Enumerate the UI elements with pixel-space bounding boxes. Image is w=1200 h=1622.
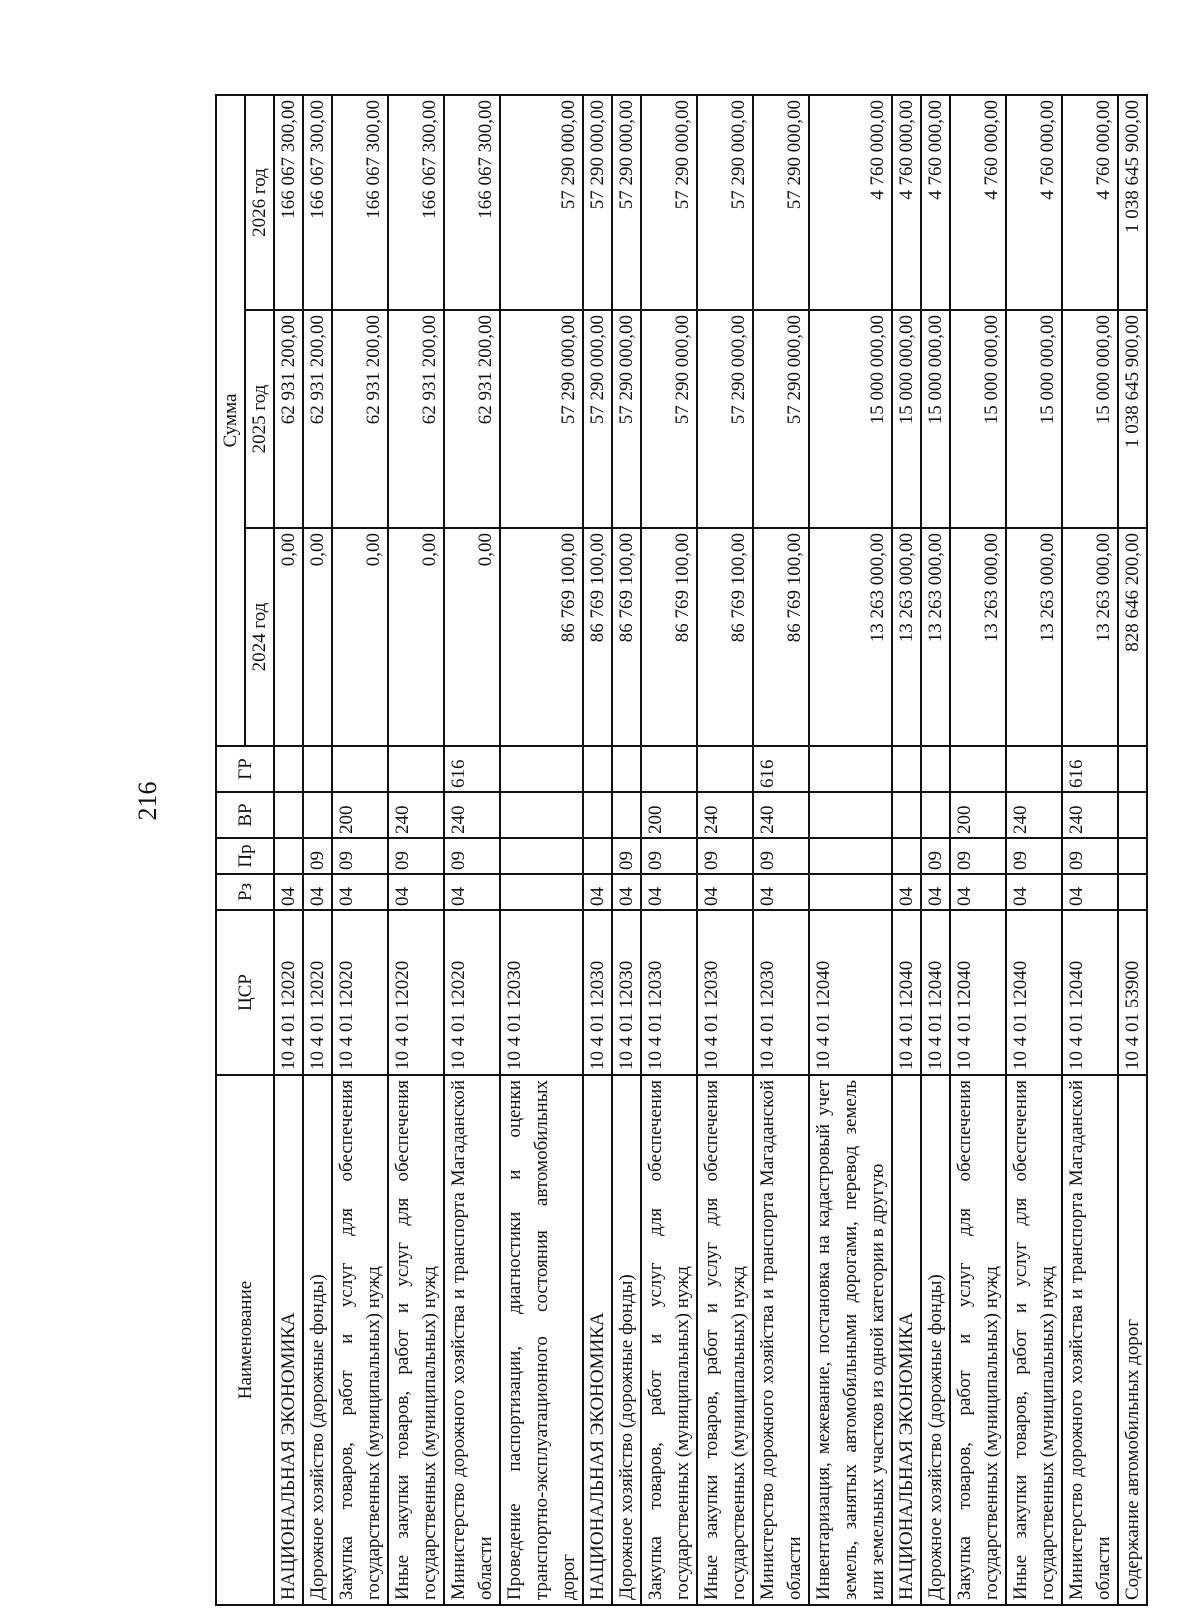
cell-rz: [500, 874, 583, 910]
cell-rz: 04: [612, 874, 641, 910]
cell-2024: 0,00: [332, 528, 388, 746]
cell-gr: 616: [1062, 746, 1118, 792]
cell-gr: [332, 746, 388, 792]
cell-2024: 0,00: [388, 528, 444, 746]
header-2026: 2026 год: [245, 95, 274, 310]
table-row: [697, 95, 753, 1605]
cell-name: Содержание автомобильных дорог: [1118, 1075, 1147, 1605]
cell-gr: [612, 746, 641, 792]
cell-name: Иные закупки товаров, работ и услуг для обеспечения государственных (муниципальных) нужд: [697, 1075, 753, 1605]
cell-pr: [809, 838, 892, 874]
cell-name: Иные закупки товаров, работ и услуг для обеспечения государственных (муниципальных) нужд: [388, 1075, 444, 1605]
cell-gr: [809, 746, 892, 792]
cell-rz: 04: [274, 874, 303, 910]
cell-2025: 15 000 000,00: [809, 310, 892, 528]
cell-vr: [892, 792, 921, 838]
cell-csr: 10 4 01 53900: [1118, 910, 1147, 1075]
cell-vr: 240: [1006, 792, 1062, 838]
header-2025: 2025 год: [245, 310, 274, 528]
cell-pr: [274, 838, 303, 874]
cell-2025: 15 000 000,00: [1062, 310, 1118, 528]
cell-vr: 240: [388, 792, 444, 838]
cell-gr: 616: [753, 746, 809, 792]
cell-2025: 1 038 645 900,00: [1118, 310, 1147, 528]
cell-csr: 10 4 01 12020: [388, 910, 444, 1075]
cell-name: Иные закупки товаров, работ и услуг для обеспечения государственных (муниципальных) нужд: [1006, 1075, 1062, 1605]
cell-2026: 4 760 000,00: [1062, 95, 1118, 310]
cell-pr: [1118, 838, 1147, 874]
cell-csr: 10 4 01 12040: [921, 910, 950, 1075]
cell-pr: 09: [697, 838, 753, 874]
cell-2025: 62 931 200,00: [444, 310, 500, 528]
cell-vr: 200: [641, 792, 697, 838]
cell-2025: 57 290 000,00: [583, 310, 612, 528]
cell-rz: 04: [921, 874, 950, 910]
cell-gr: 616: [444, 746, 500, 792]
cell-vr: [1118, 792, 1147, 838]
cell-name: Дорожное хозяйство (дорожные фонды): [303, 1075, 332, 1605]
cell-csr: 10 4 01 12040: [809, 910, 892, 1075]
cell-2025: 62 931 200,00: [332, 310, 388, 528]
cell-csr: 10 4 01 12020: [274, 910, 303, 1075]
table-row: [1062, 95, 1118, 1605]
cell-2025: 57 290 000,00: [500, 310, 583, 528]
cell-csr: 10 4 01 12040: [1062, 910, 1118, 1075]
cell-name: Закупка товаров, работ и услуг для обеспечения государственных (муниципальных) нужд: [332, 1075, 388, 1605]
cell-rz: 04: [641, 874, 697, 910]
cell-name: Проведение паспортизации, диагностики и оценки транспортно-эксплуатационного состояния автомобильных дорог: [500, 1075, 583, 1605]
cell-name: НАЦИОНАЛЬНАЯ ЭКОНОМИКА: [583, 1075, 612, 1605]
cell-2024: 13 263 000,00: [892, 528, 921, 746]
cell-pr: 09: [753, 838, 809, 874]
cell-gr: [303, 746, 332, 792]
cell-csr: 10 4 01 12040: [1006, 910, 1062, 1075]
page-number: 216: [133, 781, 162, 821]
cell-pr: [583, 838, 612, 874]
header-rz: Рз: [216, 874, 274, 910]
table-row: [444, 95, 500, 1605]
cell-csr: 10 4 01 12030: [612, 910, 641, 1075]
cell-2024: 13 263 000,00: [921, 528, 950, 746]
cell-2026: 166 067 300,00: [444, 95, 500, 310]
cell-vr: [612, 792, 641, 838]
cell-csr: 10 4 01 12040: [950, 910, 1006, 1075]
table-body: [274, 95, 1147, 1605]
cell-name: НАЦИОНАЛЬНАЯ ЭКОНОМИКА: [274, 1075, 303, 1605]
cell-2024: 0,00: [303, 528, 332, 746]
cell-name: Министерство дорожного хозяйства и транспорта Магаданской области: [753, 1075, 809, 1605]
cell-2024: 13 263 000,00: [950, 528, 1006, 746]
table-row: [641, 95, 697, 1605]
header-sum: Сумма: [216, 95, 245, 746]
cell-pr: 09: [388, 838, 444, 874]
cell-rz: [809, 874, 892, 910]
cell-2025: 15 000 000,00: [950, 310, 1006, 528]
cell-name: Инвентаризация, межевание, постановка на кадастровый учет земель, занятых автомобильными дорогами, перевод земель или земельных участков из одной категории в другую: [809, 1075, 892, 1605]
cell-rz: 04: [1062, 874, 1118, 910]
cell-rz: 04: [332, 874, 388, 910]
cell-2026: 57 290 000,00: [612, 95, 641, 310]
cell-pr: 09: [444, 838, 500, 874]
cell-gr: [641, 746, 697, 792]
cell-2026: 57 290 000,00: [641, 95, 697, 310]
cell-rz: 04: [892, 874, 921, 910]
cell-vr: [921, 792, 950, 838]
cell-2024: 13 263 000,00: [1062, 528, 1118, 746]
cell-2026: 4 760 000,00: [1006, 95, 1062, 310]
cell-pr: 09: [641, 838, 697, 874]
cell-2024: 828 646 200,00: [1118, 528, 1147, 746]
cell-name: Министерство дорожного хозяйства и транспорта Магаданской области: [1062, 1075, 1118, 1605]
cell-name: Закупка товаров, работ и услуг для обеспечения государственных (муниципальных) нужд: [641, 1075, 697, 1605]
table-row: [921, 95, 950, 1605]
cell-2024: 86 769 100,00: [500, 528, 583, 746]
cell-gr: [388, 746, 444, 792]
cell-csr: 10 4 01 12040: [892, 910, 921, 1075]
table-row: [809, 95, 892, 1605]
cell-2024: 0,00: [274, 528, 303, 746]
cell-gr: [697, 746, 753, 792]
cell-rz: [1118, 874, 1147, 910]
cell-vr: [809, 792, 892, 838]
cell-pr: [500, 838, 583, 874]
cell-2026: 166 067 300,00: [332, 95, 388, 310]
cell-2026: 166 067 300,00: [388, 95, 444, 310]
table-row: [500, 95, 583, 1605]
cell-rz: 04: [583, 874, 612, 910]
cell-vr: [274, 792, 303, 838]
cell-pr: [892, 838, 921, 874]
cell-2026: 1 038 645 900,00: [1118, 95, 1147, 310]
cell-name: Дорожное хозяйство (дорожные фонды): [612, 1075, 641, 1605]
table-row: [332, 95, 388, 1605]
rotated-table-container: [215, 96, 1143, 1606]
cell-2024: 86 769 100,00: [697, 528, 753, 746]
cell-rz: 04: [753, 874, 809, 910]
cell-2025: 15 000 000,00: [892, 310, 921, 528]
budget-table: [215, 94, 1148, 1606]
header-csr: ЦСР: [216, 910, 274, 1075]
cell-name: НАЦИОНАЛЬНАЯ ЭКОНОМИКА: [892, 1075, 921, 1605]
cell-gr: [583, 746, 612, 792]
cell-2024: 86 769 100,00: [583, 528, 612, 746]
table-header: [216, 95, 274, 1605]
cell-name: Закупка товаров, работ и услуг для обеспечения государственных (муниципальных) нужд: [950, 1075, 1006, 1605]
table-row: [1006, 95, 1062, 1605]
cell-vr: 200: [950, 792, 1006, 838]
cell-pr: 09: [1062, 838, 1118, 874]
cell-pr: 09: [1006, 838, 1062, 874]
cell-csr: 10 4 01 12030: [697, 910, 753, 1075]
cell-csr: 10 4 01 12020: [444, 910, 500, 1075]
cell-csr: 10 4 01 12020: [332, 910, 388, 1075]
cell-rz: 04: [303, 874, 332, 910]
header-2024: 2024 год: [245, 528, 274, 746]
cell-2025: 57 290 000,00: [753, 310, 809, 528]
cell-gr: [950, 746, 1006, 792]
cell-2025: 57 290 000,00: [641, 310, 697, 528]
cell-vr: [500, 792, 583, 838]
cell-2024: 0,00: [444, 528, 500, 746]
cell-2026: 57 290 000,00: [697, 95, 753, 310]
table-row: [1118, 95, 1147, 1605]
cell-2024: 86 769 100,00: [753, 528, 809, 746]
table-row: [950, 95, 1006, 1605]
cell-2026: 4 760 000,00: [921, 95, 950, 310]
cell-csr: 10 4 01 12030: [583, 910, 612, 1075]
cell-pr: 09: [303, 838, 332, 874]
cell-pr: 09: [921, 838, 950, 874]
cell-csr: 10 4 01 12030: [500, 910, 583, 1075]
cell-name: Министерство дорожного хозяйства и транспорта Магаданской области: [444, 1075, 500, 1605]
cell-gr: [500, 746, 583, 792]
cell-pr: 09: [332, 838, 388, 874]
cell-rz: 04: [697, 874, 753, 910]
cell-2026: 166 067 300,00: [274, 95, 303, 310]
table-row: [274, 95, 303, 1605]
table-row: [388, 95, 444, 1605]
cell-gr: [274, 746, 303, 792]
cell-2025: 57 290 000,00: [612, 310, 641, 528]
header-pr: Пр: [216, 838, 274, 874]
table-row: [612, 95, 641, 1605]
cell-vr: 240: [697, 792, 753, 838]
cell-csr: 10 4 01 12030: [753, 910, 809, 1075]
cell-name: Дорожное хозяйство (дорожные фонды): [921, 1075, 950, 1605]
cell-vr: 240: [1062, 792, 1118, 838]
cell-vr: 200: [332, 792, 388, 838]
cell-2026: 166 067 300,00: [303, 95, 332, 310]
table-row: [753, 95, 809, 1605]
cell-2025: 15 000 000,00: [921, 310, 950, 528]
cell-2026: 57 290 000,00: [583, 95, 612, 310]
cell-2026: 57 290 000,00: [753, 95, 809, 310]
cell-rz: 04: [1006, 874, 1062, 910]
cell-2026: 57 290 000,00: [500, 95, 583, 310]
header-gr: ГР: [216, 746, 274, 792]
cell-2024: 13 263 000,00: [1006, 528, 1062, 746]
cell-2026: 4 760 000,00: [892, 95, 921, 310]
cell-vr: [583, 792, 612, 838]
cell-2025: 15 000 000,00: [1006, 310, 1062, 528]
cell-gr: [892, 746, 921, 792]
cell-gr: [1006, 746, 1062, 792]
cell-2025: 57 290 000,00: [697, 310, 753, 528]
cell-rz: 04: [444, 874, 500, 910]
cell-pr: 09: [950, 838, 1006, 874]
cell-vr: [303, 792, 332, 838]
header-vr: ВР: [216, 792, 274, 838]
cell-rz: 04: [950, 874, 1006, 910]
cell-2024: 13 263 000,00: [809, 528, 892, 746]
table-row: [303, 95, 332, 1605]
cell-2026: 4 760 000,00: [950, 95, 1006, 310]
table-row: [583, 95, 612, 1605]
cell-2024: 86 769 100,00: [641, 528, 697, 746]
cell-pr: 09: [612, 838, 641, 874]
cell-2025: 62 931 200,00: [388, 310, 444, 528]
cell-2026: 4 760 000,00: [809, 95, 892, 310]
cell-2024: 86 769 100,00: [612, 528, 641, 746]
cell-gr: [921, 746, 950, 792]
cell-2025: 62 931 200,00: [303, 310, 332, 528]
cell-csr: 10 4 01 12020: [303, 910, 332, 1075]
header-name: Наименование: [216, 1075, 274, 1605]
cell-vr: 240: [444, 792, 500, 838]
cell-vr: 240: [753, 792, 809, 838]
cell-csr: 10 4 01 12030: [641, 910, 697, 1075]
cell-2025: 62 931 200,00: [274, 310, 303, 528]
table-row: [892, 95, 921, 1605]
cell-rz: 04: [388, 874, 444, 910]
cell-gr: [1118, 746, 1147, 792]
